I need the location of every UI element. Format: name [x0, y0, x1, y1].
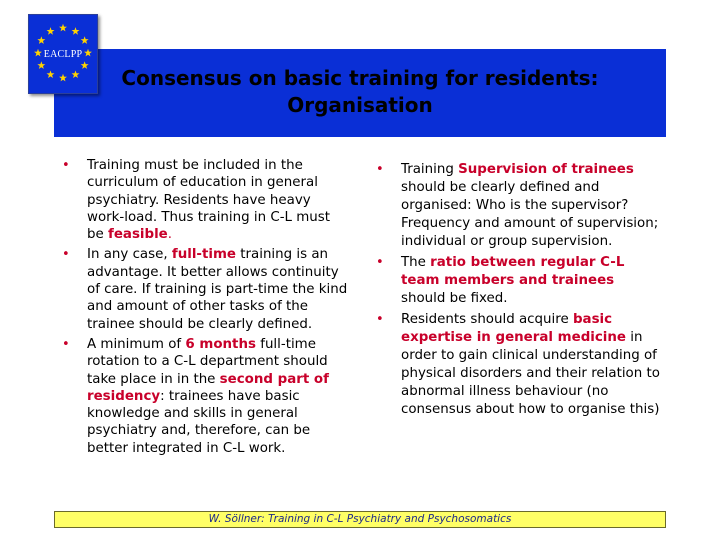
star-icon: [37, 36, 45, 44]
star-icon: [81, 36, 89, 44]
list-item: • Residents should acquire basic expertise in general medicine in order to gain clinical understanding of physical disorders and their relation to abnormal illness behaviour (no consensus about how to organise this): [376, 312, 660, 417]
eaclpp-logo: [28, 14, 98, 94]
bullet-icon: •: [376, 312, 384, 327]
highlight: ratio between regular C-L team members and trainees: [401, 255, 625, 288]
left-bullet-list: [62, 157, 350, 460]
slide-title-line2: Organisation: [287, 93, 433, 117]
star-icon: [81, 61, 89, 69]
slide-title-line1: Consensus on basic training for residents:: [121, 66, 599, 90]
list-item: • Training must be included in the curriculum of education in general psychiatry. Residents have heavy work-load. Thus training in C-L must be feasible.: [62, 158, 331, 243]
bullet-icon: •: [62, 158, 70, 173]
star-icon: [72, 70, 80, 78]
list-item: • A minimum of 6 months full-time rotation to a C-L department should take place in in the second part of residency: trainees have basic knowledge and skills in general psychiatry and, therefore, can be better integrated in C-L work.: [62, 336, 329, 456]
bullet-icon: •: [62, 336, 70, 352]
slide-title: [54, 65, 666, 119]
highlight: feasible: [108, 227, 168, 243]
logo-text: EACLPP: [43, 49, 83, 60]
highlight: Supervision of trainees: [458, 162, 634, 177]
list-item: • In any case, full-time training is an advantage. It better allows continuity of care. If training is part-time the kind and amount of other tasks of the trainee should be clearly defined.: [62, 247, 348, 332]
bullet-icon: •: [62, 247, 70, 263]
list-item: • The ratio between regular C-L team members and trainees should be fixed.: [376, 255, 625, 306]
highlight: 6 months: [185, 336, 256, 352]
star-icon: [72, 27, 80, 35]
list-item: • Training Supervision of trainees should be clearly defined and organised: Who is the supervisor? Frequency and amount of supervision; individual or group supervision.: [376, 162, 659, 249]
bullet-icon: •: [376, 255, 384, 270]
star-icon: [37, 61, 45, 69]
highlight: second part of residency: [87, 371, 329, 404]
star-icon: [47, 27, 55, 35]
footer: W. Söllner: Training in C-L Psychiatry and Psychosomatics: [54, 511, 666, 528]
star-icon: [59, 24, 67, 32]
title-bar: [54, 49, 666, 137]
bullet-icon: •: [376, 162, 384, 177]
star-icon: [59, 74, 67, 82]
right-bullet-list: [376, 161, 661, 422]
highlight: full-time: [171, 247, 236, 263]
highlight: basic expertise in general medicine: [401, 312, 627, 345]
star-icon: [47, 70, 55, 78]
